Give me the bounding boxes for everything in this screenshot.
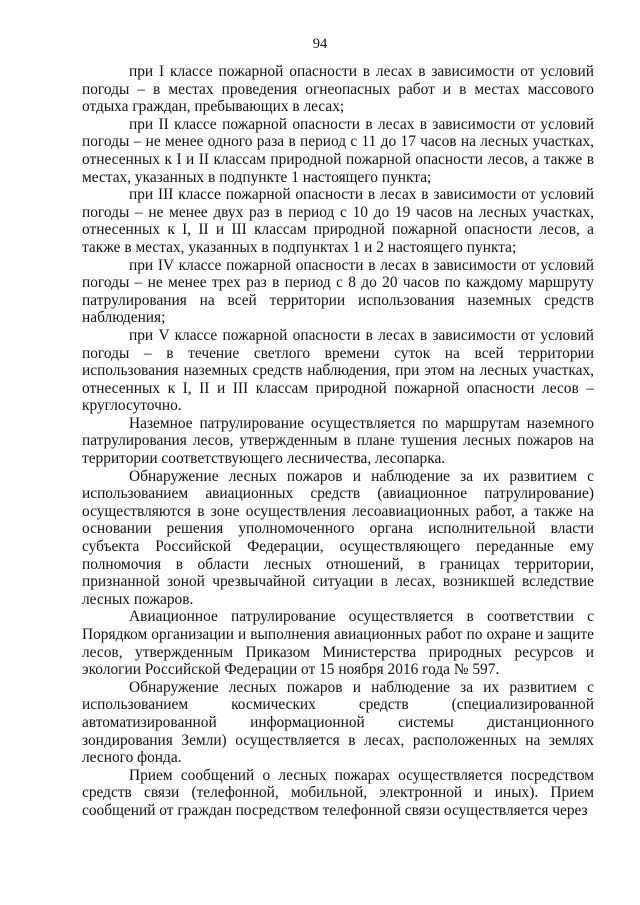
paragraph-class-2: при II классе пожарной опасности в лесах в зависимости от условий погоды – не менее одного раза в период с 11 до 17 часов на лесных участках, отнесенных к I и II классам природной пожарной опасности лесов, а также в местах, указанных в подпункте 1 настоящего пункта; bbox=[82, 115, 594, 186]
paragraph-aviation-detection: Обнаружение лесных пожаров и наблюдение за их развитием с использованием авиационных средств (авиационное патрулирование) осуществляются в зоне осуществления лесоавиационных работ, а также на основании решения уполномоченного органа исполнительной власти субъекта Российской Федерации, осуществляющего переданные ему полномочия в области лесных отношений, в границах территории, признанной зоной чрезвычайной ситуации в лесах, возникшей вследствие лесных пожаров. bbox=[82, 467, 594, 608]
paragraph-class-4: при IV классе пожарной опасности в лесах в зависимости от условий погоды – не менее трех раз в период с 8 до 20 часов по каждому маршруту патрулирования на всей территории использования наземных средств наблюдения; bbox=[82, 256, 594, 327]
paragraph-class-1: при I классе пожарной опасности в лесах в зависимости от условий погоды – в местах проведения огнеопасных работ и в местах массового отдыха граждан, пребывающих в лесах; bbox=[82, 63, 594, 116]
paragraph-class-3: при III классе пожарной опасности в лесах в зависимости от условий погоды – не менее двух раз в период с 10 до 19 часов на лесных участках, отнесенных к I, II и III классам природной пожарной опасности лесов, а также в местах, указанных в подпунктах 1 и 2 настоящего пункта; bbox=[82, 186, 594, 256]
paragraph-fire-reports: Прием сообщений о лесных пожарах осуществляется посредством средств связи (телефонной, мобильной, электронной и иных). Прием сообщений от граждан посредством телефонной связи осуществляется через bbox=[82, 766, 594, 819]
document-body bbox=[82, 63, 594, 820]
page-number: 94 bbox=[312, 36, 328, 52]
paragraph-ground-patrol: Наземное патрулирование осуществляется по маршрутам наземного патрулирования лесов, утвержденным в плане тушения лесных пожаров на территории соответствующего лесничества, лесопарка. bbox=[82, 414, 594, 468]
paragraph-aviation-patrol: Авиационное патрулирование осуществляется в соответствии с Порядком организации и выполнения авиационных работ по охране и защите лесов, утвержденным Приказом Министерства природных ресурсов и экологии Российской Федерации от 15 ноября 2016 года № 597. bbox=[82, 608, 594, 679]
paragraph-class-5: при V классе пожарной опасности в лесах в зависимости от условий погоды – в течение светлого времени суток на всей территории использования наземных средств наблюдения, при этом на лесных участках, отнесенных к I, II и III классам природной пожарной опасности лесов – круглосуточно. bbox=[82, 326, 594, 415]
paragraph-space-detection: Обнаружение лесных пожаров и наблюдение за их развитием с использованием космических средств (специализированной автоматизированной информационной системы дистанционного зондирования Земли) осуществляется в лесах, расположенных на землях лесного фонда. bbox=[82, 678, 594, 767]
